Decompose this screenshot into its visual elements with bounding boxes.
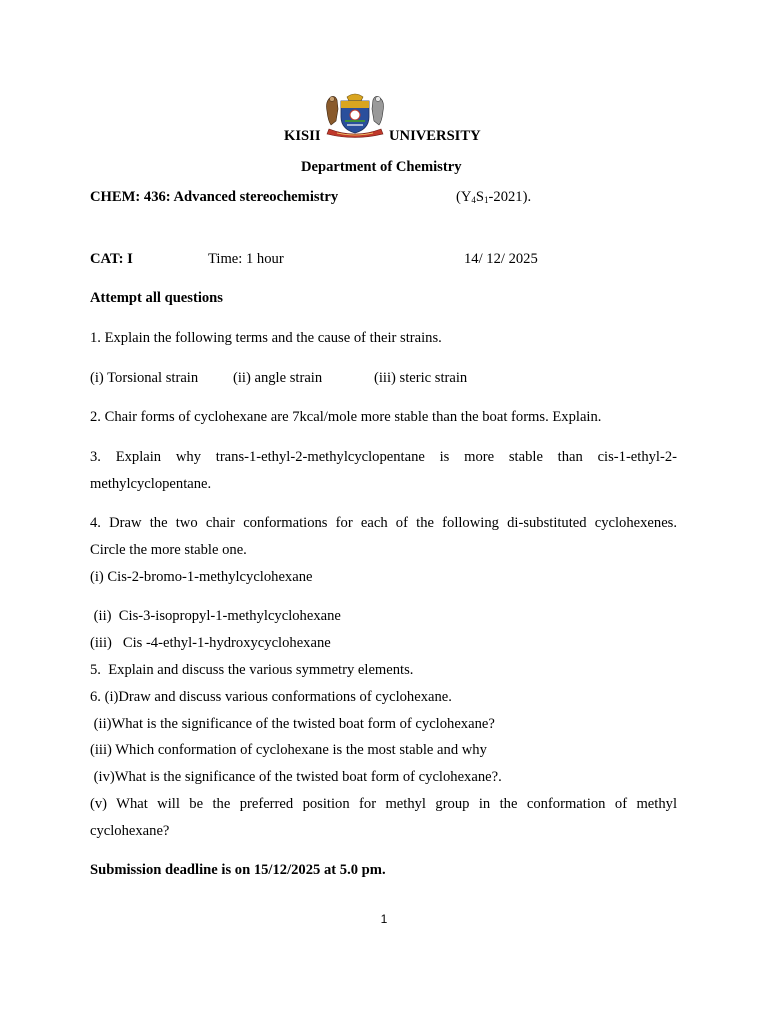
cat-label: CAT: I: [90, 251, 133, 267]
exam-date: 14/ 12/ 2025: [464, 251, 538, 267]
question-4-part-ii: (ii) Cis-3-isopropyl-1-methylcyclohexane: [90, 608, 341, 624]
question-4-line-2: Circle the more stable one.: [90, 542, 247, 558]
question-1-part-iii: (iii) steric strain: [374, 370, 468, 386]
question-1-part-ii: (ii) angle strain: [233, 370, 323, 386]
question-4-line-1: 4. Draw the two chair conformations for each of the following di-substituted cyclohexenes.: [90, 515, 677, 531]
question-3-line-2: methylcyclopentane.: [90, 476, 212, 492]
question-6-part-v-line-1: (v) What will be the preferred position for methyl group in the conformation of methyl: [90, 796, 677, 812]
university-name-right: UNIVERSITY: [389, 128, 481, 144]
university-crest-logo: [323, 91, 387, 139]
question-4-part-i: (i) Cis-2-bromo-1-methylcyclohexane: [90, 569, 313, 585]
course-title: CHEM: 436: Advanced stereochemistry: [90, 189, 339, 205]
question-1-part-i: (i) Torsional strain: [90, 370, 199, 386]
question-4-part-iii: (iii) Cis -4-ethyl-1-hydroxycyclohexane: [90, 635, 331, 651]
question-2: 2. Chair forms of cyclohexane are 7kcal/mole more stable than the boat forms. Explain.: [90, 409, 602, 425]
question-3-line-1: 3. Explain why trans-1-ethyl-2-methylcyclopentane is more stable than cis-1-ethyl-2-: [90, 449, 677, 465]
instructions: Attempt all questions: [90, 290, 223, 306]
submission-deadline: Submission deadline is on 15/12/2025 at 5.0 pm.: [90, 862, 386, 878]
question-6-part-i: 6. (i)Draw and discuss various conformations of cyclohexane.: [90, 689, 452, 705]
question-1: 1. Explain the following terms and the cause of their strains.: [90, 330, 442, 346]
exam-time: Time: 1 hour: [208, 251, 284, 267]
crest-top: [347, 94, 363, 101]
page-number: 1: [380, 912, 388, 926]
department-title: Department of Chemistry: [301, 159, 462, 175]
university-name-left: KISII: [284, 128, 321, 144]
question-6-part-ii: (ii)What is the significance of the twisted boat form of cyclohexane?: [90, 716, 495, 732]
question-6-part-v-line-2: cyclohexane?: [90, 823, 170, 839]
question-5: 5. Explain and discuss the various symmetry elements.: [90, 662, 414, 678]
course-year-code: $(Y_4S_1-2021)$.: [456, 189, 532, 205]
question-6-part-iv: (iv)What is the significance of the twisted boat form of cyclohexane?.: [90, 769, 502, 785]
question-6-part-iii: (iii) Which conformation of cyclohexane is the most stable and why: [90, 742, 487, 758]
